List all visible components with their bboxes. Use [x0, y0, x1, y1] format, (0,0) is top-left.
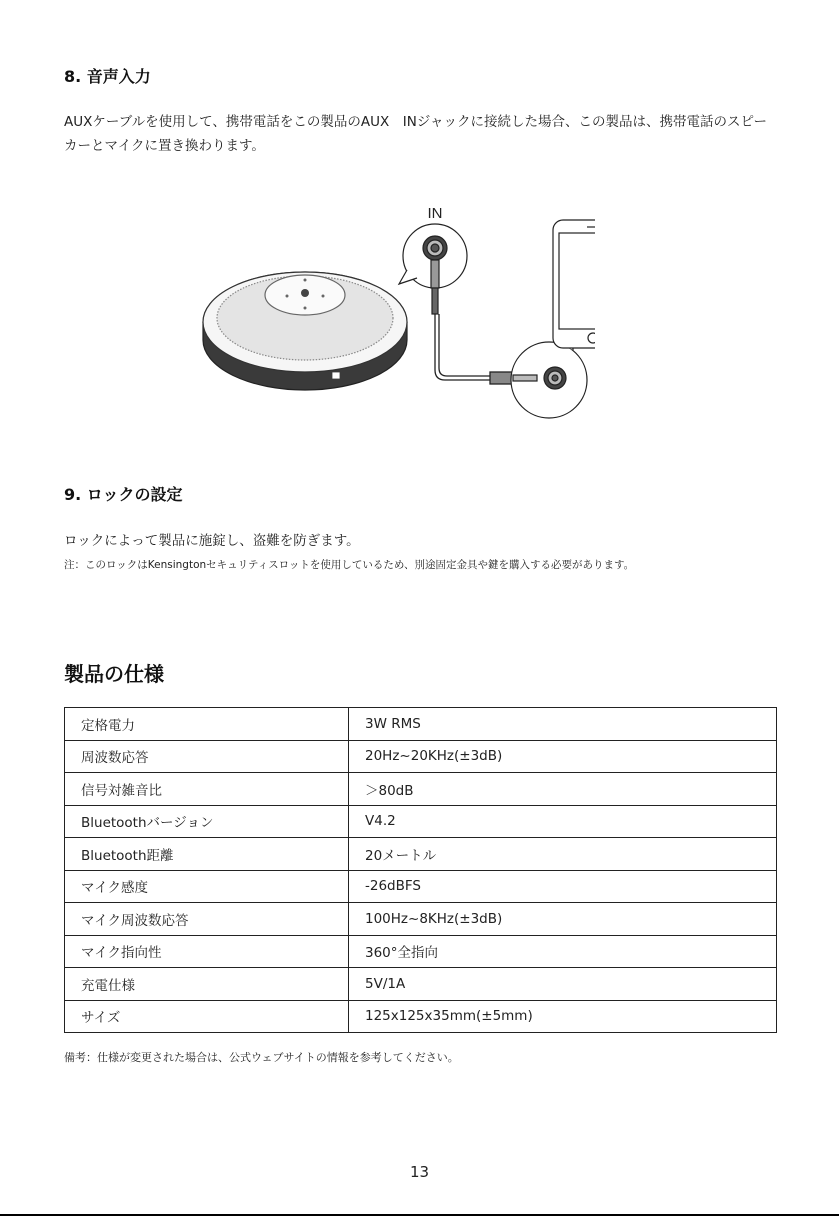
bottom-rule: [0, 1214, 839, 1216]
aux-connection-illustration: [195, 200, 595, 434]
spec-row: [65, 968, 777, 1001]
spec-label: Bluetooth距離: [65, 838, 349, 871]
section-9-heading: 9. ロックの設定: [64, 485, 183, 504]
spec-row: [65, 708, 777, 741]
spec-row: [65, 773, 777, 806]
spec-row: [65, 740, 777, 773]
spec-value: 360°全指向: [349, 935, 777, 968]
spec-value: -26dBFS: [349, 870, 777, 903]
spec-label: 充電仕様: [65, 968, 349, 1001]
spec-row: [65, 805, 777, 838]
spec-table: [64, 707, 777, 1033]
spec-value: 20Hz~20KHz(±3dB): [349, 740, 777, 773]
spec-value: ＞80dB: [349, 773, 777, 806]
spec-label: マイク周波数応答: [65, 903, 349, 936]
spec-label: 定格電力: [65, 708, 349, 741]
in-jack-label: IN: [427, 205, 443, 222]
section-9-note: 注：このロックはKensingtonセキュリティスロットを使用しているため、別途固定金具や鍵を購入する必要があります。: [64, 559, 635, 571]
aux-illustration-svg: [195, 200, 595, 430]
spec-row: [65, 1000, 777, 1033]
section-9-body: ロックによって製品に施錠し、盗難を防ぎます。: [64, 533, 360, 549]
speakerphone-drawing: [203, 272, 407, 390]
spec-value: 20メートル: [349, 838, 777, 871]
spec-label: 周波数応答: [65, 740, 349, 773]
spec-label: サイズ: [65, 1000, 349, 1033]
spec-value: 100Hz~8KHz(±3dB): [349, 903, 777, 936]
in-jack-callout: [399, 224, 467, 314]
section-8-heading: 8. 音声入力: [64, 67, 151, 86]
smartphone-drawing: [553, 220, 595, 348]
spec-label: Bluetoothバージョン: [65, 805, 349, 838]
page-number: 13: [409, 1163, 430, 1181]
spec-row: [65, 903, 777, 936]
spec-value: V4.2: [349, 805, 777, 838]
spec-remark: 備考：仕様が変更された場合は、公式ウェブサイトの情報を参考してください。: [64, 1051, 459, 1064]
spec-label: マイク指向性: [65, 935, 349, 968]
spec-row: [65, 935, 777, 968]
spec-label: 信号対雑音比: [65, 773, 349, 806]
spec-value: 5V/1A: [349, 968, 777, 1001]
spec-value: 3W RMS: [349, 708, 777, 741]
specs-heading: 製品の仕様: [64, 662, 164, 686]
spec-row: [65, 838, 777, 871]
section-8-body: AUXケーブルを使用して、携帯電話をこの製品のAUX INジャックに接続した場合、この製品は、携帯電話のスピーカーとマイクに置き換わります。: [64, 114, 768, 154]
spec-value: 125x125x35mm(±5mm): [349, 1000, 777, 1033]
spec-label: マイク感度: [65, 870, 349, 903]
spec-row: [65, 870, 777, 903]
